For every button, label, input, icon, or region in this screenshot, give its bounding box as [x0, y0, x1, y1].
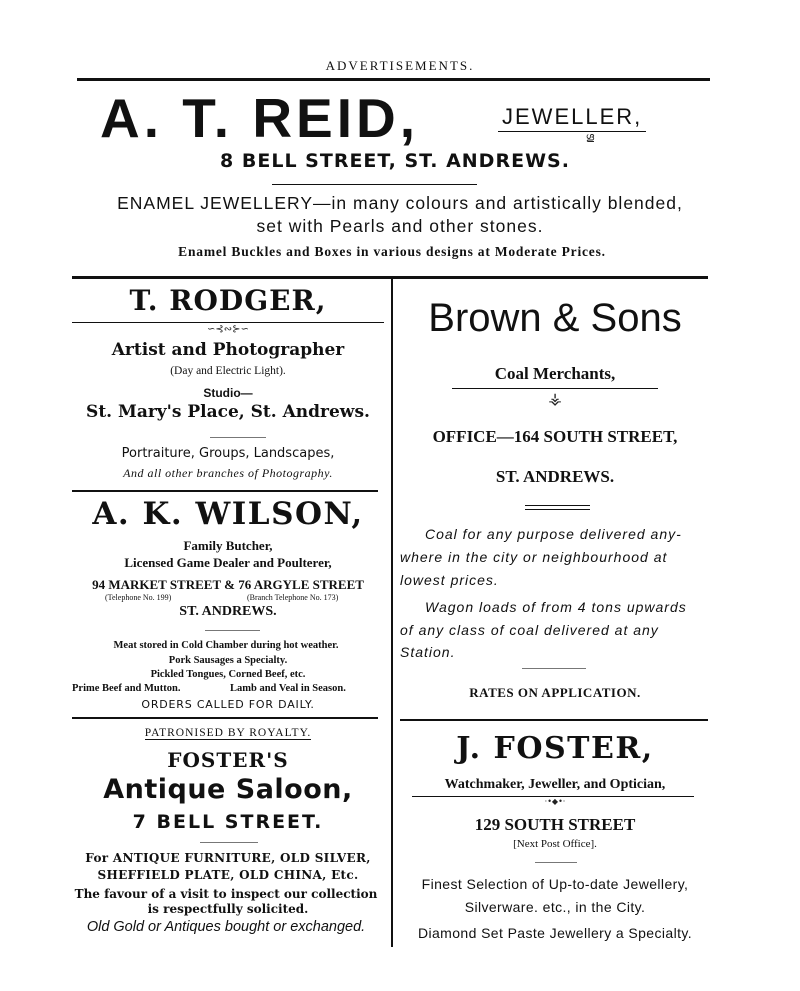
- reid-ornament: ഗൂ: [585, 132, 595, 143]
- fosters-royalty-text: PATRONISED BY ROYALTY.: [144, 727, 312, 739]
- brown-office: OFFICE—164 SOUTH STREET,: [432, 427, 678, 446]
- jfoster-address: 129 SOUTH STREET: [474, 815, 636, 834]
- jfoster-trade: Watchmaker, Jeweller, and Optician,: [444, 777, 666, 792]
- fosters-line3: The favour of a visit to inspect our collection: [74, 887, 378, 901]
- jfoster-ornament: ·•◆•·: [544, 797, 566, 806]
- wilson-role1: Family Butcher,: [183, 538, 273, 553]
- fosters-line1: For ANTIQUE FURNITURE, OLD SILVER,: [85, 851, 371, 865]
- wilson-line4b: Lamb and Veal in Season.: [230, 683, 346, 694]
- brown-p1b: where in the city or neighbourhood at: [400, 549, 668, 565]
- rodger-title: Artist and Photographer: [111, 340, 345, 360]
- wilson-line5: ORDERS CALLED FOR DAILY.: [141, 698, 315, 711]
- wilson-divider: [205, 630, 260, 631]
- brown-trade: Coal Merchants,: [494, 364, 616, 383]
- wilson-name: A. K. WILSON,: [92, 496, 364, 532]
- rodger-divider: [210, 437, 266, 438]
- wilson-bottom-rule: [72, 717, 378, 719]
- jfoster-line3: Diamond Set Paste Jewellery a Specialty.: [417, 925, 693, 941]
- rodger-rule: [72, 322, 384, 323]
- brown-divider-top: [525, 505, 590, 506]
- brown-bottom-rule: [400, 719, 708, 721]
- brown-divider-bottom: [525, 509, 590, 510]
- jfoster-divider: [535, 862, 577, 863]
- wilson-branch-telephone: (Branch Telephone No. 173): [247, 593, 339, 602]
- brown-divider: [522, 668, 586, 669]
- column-divider: [391, 279, 393, 947]
- rodger-other: And all other branches of Photography.: [123, 466, 333, 480]
- wilson-address: 94 MARKET STREET & 76 ARGYLE STREET: [92, 577, 364, 592]
- fosters-royalty: [72, 727, 384, 739]
- jfoster-line2: Silverware. etc., in the City.: [464, 899, 646, 915]
- brown-p2c: Station.: [400, 644, 456, 660]
- brown-town: ST. ANDREWS.: [495, 467, 615, 486]
- wilson-town: ST. ANDREWS.: [179, 604, 277, 619]
- reid-line1: ENAMEL JEWELLERY—in many colours and artistically blended,: [117, 193, 683, 213]
- reid-address: 8 BELL STREET, ST. ANDREWS.: [220, 150, 570, 172]
- fosters-address: 7 BELL STREET.: [132, 811, 324, 833]
- rodger-bottom-rule: [72, 490, 378, 492]
- rodger-name: T. RODGER,: [129, 284, 327, 317]
- rodger-studio: Studio—: [203, 386, 253, 400]
- wilson-role2: Licensed Game Dealer and Poulterer,: [124, 555, 332, 570]
- reid-divider: [272, 184, 477, 185]
- reid-trade: JEWELLER,: [498, 104, 646, 132]
- page-header: ADVERTISEMENTS.: [325, 58, 475, 73]
- brown-name: Brown & Sons: [428, 296, 682, 340]
- fosters-line5: Old Gold or Antiques bought or exchanged.: [86, 919, 366, 935]
- jfoster-note: [Next Post Office].: [513, 838, 597, 850]
- brown-p1c: lowest prices.: [400, 572, 499, 588]
- fosters-name: FOSTER'S: [167, 748, 289, 772]
- wilson-line4a: Prime Beef and Mutton.: [72, 683, 181, 694]
- wilson-telephone: (Telephone No. 199): [105, 593, 172, 602]
- brown-ornament: ⚶: [548, 389, 562, 408]
- jfoster-line1: Finest Selection of Up-to-date Jewellery,: [421, 876, 689, 892]
- header-rule: [77, 78, 710, 81]
- rodger-ornament: ∽⊰∾⊱∽: [207, 324, 249, 335]
- brown-p1a: Coal for any purpose delivered any-: [425, 526, 682, 542]
- rodger-services: Portraiture, Groups, Landscapes,: [121, 446, 335, 461]
- fosters-divider: [200, 842, 258, 843]
- reid-line3: Enamel Buckles and Boxes in various designs at Moderate Prices.: [178, 244, 606, 259]
- brown-rates: RATES ON APPLICATION.: [469, 685, 641, 700]
- brown-p2a: Wagon loads of from 4 tons upwards: [425, 599, 687, 615]
- jfoster-name: J. FOSTER,: [456, 731, 654, 766]
- wilson-line1: Meat stored in Cold Chamber during hot weather.: [113, 640, 339, 651]
- section-rule: [72, 276, 708, 279]
- wilson-line2: Pork Sausages a Specialty.: [168, 655, 288, 666]
- fosters-line4: is respectfully solicited.: [147, 902, 309, 916]
- fosters-saloon: Antique Saloon,: [103, 774, 353, 805]
- reid-name: A. T. REID,: [100, 87, 420, 149]
- rodger-light: (Day and Electric Light).: [170, 365, 286, 377]
- fosters-line2: SHEFFIELD PLATE, OLD CHINA, Etc.: [97, 868, 359, 882]
- wilson-line3: Pickled Tongues, Corned Beef, etc.: [150, 669, 306, 680]
- brown-p2b: of any class of coal delivered at any: [400, 622, 659, 638]
- rodger-address: St. Mary's Place, St. Andrews.: [86, 402, 370, 422]
- reid-line2: set with Pearls and other stones.: [256, 216, 544, 236]
